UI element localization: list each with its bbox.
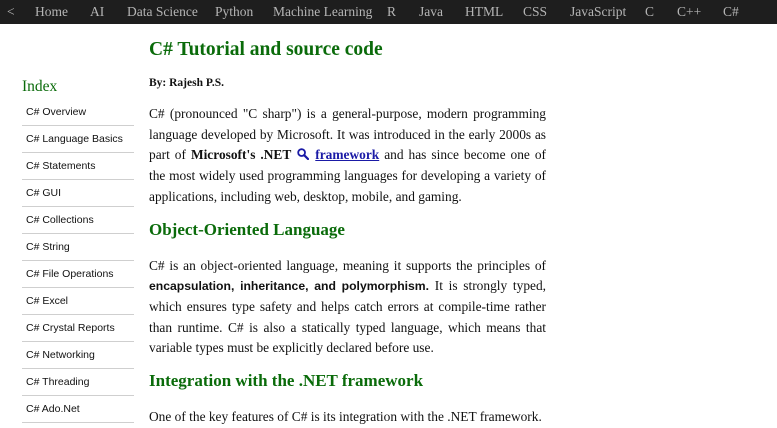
sidebar-item-ado-net[interactable]: C# Ado.Net — [22, 396, 134, 423]
nav-item-machine-learning[interactable]: Machine Learning — [273, 4, 373, 19]
nav-item-ai[interactable]: AI — [90, 4, 105, 19]
nav-item-css[interactable]: CSS — [523, 4, 548, 19]
oop-paragraph — [149, 256, 546, 360]
intro-bold-text: Microsoft's .NET — [190, 147, 292, 163]
sidebar-title: Index — [22, 78, 58, 95]
section-heading-oop: Object-Oriented Language — [149, 219, 345, 239]
page-title: C# Tutorial and source code — [149, 39, 383, 60]
intro-paragraph — [149, 104, 546, 208]
sidebar-item-networking[interactable]: C# Networking — [22, 342, 134, 369]
sidebar-item-language-basics[interactable]: C# Language Basics — [22, 126, 134, 153]
nav-item-java[interactable]: Java — [419, 4, 443, 19]
oop-text-start: C# is an object-oriented language, meaning it supports the principles of — [149, 257, 546, 273]
nav-item-c[interactable]: C — [645, 4, 655, 19]
author-byline: By: Rajesh P.S. — [149, 77, 224, 89]
nav-item-html[interactable]: HTML — [465, 4, 504, 19]
sidebar-item-collections[interactable]: C# Collections — [22, 207, 134, 234]
sidebar-item-statements[interactable]: C# Statements — [22, 153, 134, 180]
nav-item-javascript[interactable]: JavaScript — [570, 4, 627, 19]
sidebar-item-threading[interactable]: C# Threading — [22, 369, 134, 396]
sidebar-item-excel[interactable]: C# Excel — [22, 288, 134, 315]
framework-link[interactable]: framework — [315, 147, 380, 163]
nav-item-python[interactable]: Python — [215, 4, 254, 19]
sidebar-index — [22, 77, 134, 423]
nav-item-data-science[interactable]: Data Science — [127, 4, 198, 19]
article-content — [149, 36, 546, 428]
sidebar-item-crystal-reports[interactable]: C# Crystal Reports — [22, 315, 134, 342]
nav-item-csharp[interactable]: C# — [723, 4, 739, 19]
top-navigation-bar — [0, 0, 777, 24]
nav-back-arrow[interactable]: < — [7, 4, 15, 19]
nav-item-r[interactable]: R — [387, 4, 397, 19]
dotnet-paragraph: One of the key features of C# is its integration with the .NET framework. — [149, 409, 542, 425]
sidebar-item-string[interactable]: C# String — [22, 234, 134, 261]
search-icon[interactable] — [297, 148, 309, 160]
sidebar-item-file-operations[interactable]: C# File Operations — [22, 261, 134, 288]
oop-text-end: It is strongly typed, which ensures type safety and helps catch errors at compile-time rather than runtime. C# is also a statically typed language, which means that variable types must be explicitly declared before use. — [149, 278, 546, 356]
nav-item-home[interactable]: Home — [35, 4, 68, 19]
intro-text-end: and has since become one of the most widely used programming languages for developing a variety of applications, including web, desktop, mobile, and gaming. — [149, 147, 546, 204]
oop-bold-text: encapsulation, inheritance, and polymorphism. — [149, 279, 430, 294]
nav-item-cpp[interactable]: C++ — [677, 4, 702, 19]
sidebar-item-gui[interactable]: C# GUI — [22, 180, 134, 207]
sidebar-item-overview[interactable]: C# Overview — [22, 99, 134, 126]
intro-text-start: C# (pronounced "C sharp") is a general-purpose, modern programming language developed by Microsoft. It was introduced in the early 2000s as part of — [149, 106, 546, 163]
section-heading-dotnet: Integration with the .NET framework — [149, 371, 424, 391]
